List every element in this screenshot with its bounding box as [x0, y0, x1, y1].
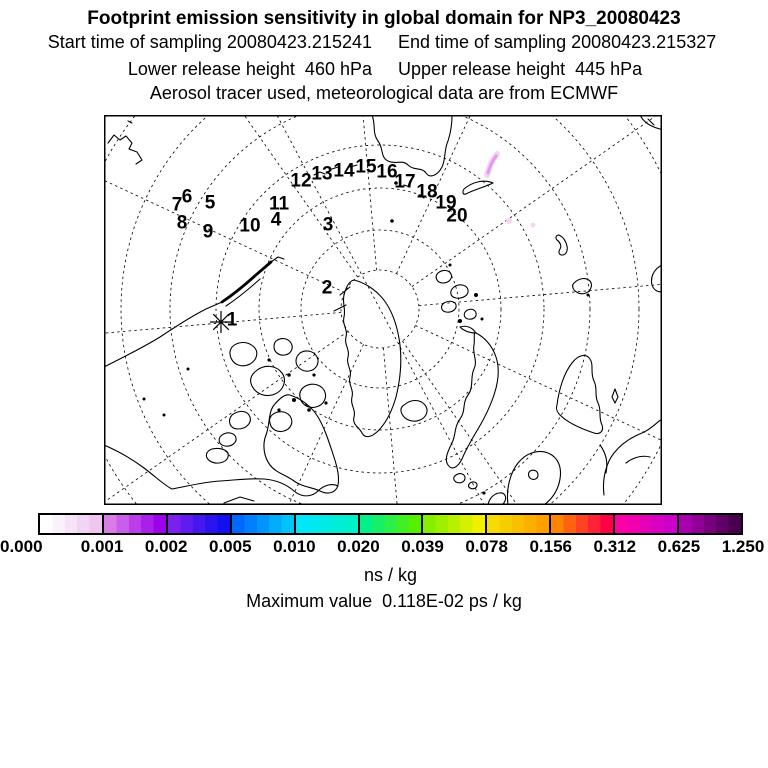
islet-speck: [267, 358, 270, 361]
release-heights-line: [0, 59, 768, 79]
island-archipelago-2: [251, 366, 285, 395]
colorbar-tick-0.020: 0.020: [337, 537, 380, 556]
island-arc: [463, 181, 493, 194]
trajectory-point-label-8: 8: [176, 212, 188, 234]
coastline-beaufort: [104, 302, 222, 367]
islet-speck: [482, 491, 485, 494]
trajectory-point-label-6: 6: [181, 186, 193, 208]
island-archipelago-5: [300, 384, 326, 407]
start-time-text: Start time of sampling 20080423.215241: [47, 32, 372, 52]
coastline-ridge-tail: [226, 257, 284, 306]
sampling-times-line: [0, 32, 768, 52]
island-nz-tip: [460, 326, 476, 333]
colorbar-tick-0.078: 0.078: [465, 537, 508, 556]
meridian-line: [104, 127, 345, 292]
colorbar-segment-0.039-0.078: [423, 515, 487, 533]
islet-speck: [187, 368, 190, 371]
colorbar-tick-0.039: 0.039: [401, 537, 444, 556]
colorbar-segment-0.156-0.312: [551, 515, 615, 533]
colorbar-tick-0.156: 0.156: [529, 537, 572, 556]
islet-south-1: [454, 474, 465, 483]
islet-speck: [474, 293, 478, 297]
tracer-info-text: Aerosol tracer used, meteorological data are from ECMWF: [149, 83, 619, 103]
colorbar-tick-0.312: 0.312: [593, 537, 637, 556]
island-baffin: [264, 395, 339, 493]
trajectory-point-label-13: 13: [311, 163, 333, 185]
plume-faint-dot: [506, 218, 512, 224]
max-value-label: Maximum value 0.118E-02 ps / kg: [246, 591, 522, 611]
island-cluster-2: [451, 285, 468, 298]
meridian-line: [402, 341, 626, 505]
colorbar-segment-0.005-0.010: [232, 515, 296, 533]
trajectory-point-label-7: 7: [171, 194, 183, 216]
trajectory-layer: [172, 157, 468, 334]
sensitivity-plume: [487, 154, 536, 228]
trajectory-point-label-19: 19: [435, 192, 457, 214]
island-archipelago-6: [270, 412, 292, 432]
island-uk-fragment: [488, 493, 506, 505]
island-belcher-3: [206, 448, 228, 463]
trajectory-point-label-4: 4: [270, 209, 282, 231]
colorbar-segment-0.312-0.625: [615, 515, 679, 533]
islet-speck: [312, 373, 315, 376]
trajectory-point-label-11: 11: [268, 193, 290, 215]
trajectory-point-label-17: 17: [394, 171, 416, 193]
islet-speck: [458, 319, 462, 323]
trajectory-point-label-16: 16: [376, 161, 398, 183]
colorbar-segment-0.010-0.020: [296, 515, 360, 533]
coastline-ridge: [222, 262, 271, 302]
colorbar-segment-0.020-0.039: [360, 515, 424, 533]
colorbar-tick-1.250: 1.250: [721, 537, 765, 556]
coastline-russia-kola: [603, 419, 662, 495]
islet-speck: [287, 373, 291, 377]
coastline-sweden: [507, 451, 560, 505]
colorbar-tick-0.002: 0.002: [144, 537, 188, 556]
islet-speck: [587, 294, 590, 297]
trajectory-point-label-9: 9: [202, 221, 214, 243]
island-cluster-1: [436, 270, 451, 283]
colorbar-tick-0.001: 0.001: [80, 537, 124, 556]
coastline-top-right: [640, 115, 662, 130]
islet-gotland: [612, 389, 618, 403]
islet-speck: [143, 398, 146, 401]
trajectory-point-label-20: 20: [446, 205, 468, 227]
trajectory-point-label-2: 2: [321, 277, 333, 299]
colorbar-segment-0.000-0.001: [40, 515, 104, 533]
end-time-text: End time of sampling 20080423.215327: [398, 32, 717, 52]
units-label: ns / kg: [363, 565, 418, 585]
upper-release-text: Upper release height 445 hPa: [398, 59, 643, 79]
colorbar-tick-0.010: 0.010: [273, 537, 316, 556]
islet-speck: [481, 318, 484, 321]
coastline-bottom-fragment: [224, 497, 254, 503]
meridian-line: [104, 309, 341, 346]
colorbar-segment-0.625-1.250: [679, 515, 741, 533]
trajectory-point-label-5: 5: [204, 192, 216, 214]
island-archipelago-3: [274, 339, 292, 356]
island-belcher-1: [230, 411, 251, 429]
colorbar-tick-0.000: 0.000: [0, 537, 43, 556]
islet-speck: [292, 398, 296, 402]
trajectory-point-label-1: 1: [226, 309, 238, 331]
trajectory-point-label-18: 18: [416, 181, 438, 203]
colorbar-tick-labels: [0, 537, 768, 555]
figure-title: Footprint emission sensitivity in global domain for NP3_20080423: [87, 8, 681, 29]
islet-speck: [307, 408, 311, 412]
trajectory-point-label-15: 15: [355, 156, 377, 178]
islet-speck: [277, 408, 280, 411]
trajectory-point-label-10: 10: [239, 215, 261, 237]
islet-speck: [163, 414, 166, 417]
polar-map: [104, 115, 662, 505]
coastline-canada-mainland: [104, 445, 338, 496]
island-cluster-4: [464, 309, 476, 319]
meridian-line: [419, 272, 662, 306]
island-archipelago-1: [230, 343, 257, 366]
trajectory-point-label-12: 12: [290, 170, 312, 192]
island-archipelago-4: [296, 351, 318, 371]
coastline-norway: [556, 356, 602, 434]
colorbar-segment-0.078-0.156: [487, 515, 551, 533]
islet-speck: [324, 401, 327, 404]
meridian-line: [104, 331, 348, 505]
colorbar-tick-0.625: 0.625: [657, 537, 701, 556]
coastline-upper-left: [108, 135, 142, 164]
island-belcher-2: [219, 433, 236, 446]
island-hook: [556, 235, 567, 255]
map-canvas: [104, 115, 662, 505]
islet-speck: [449, 264, 452, 267]
island-iceland: [401, 401, 427, 422]
coastline-right-edge: [651, 265, 662, 292]
colorbar: [38, 513, 743, 535]
coastline-speck: [128, 121, 132, 123]
islet-speck: [390, 219, 394, 223]
lake-vanern: [529, 470, 539, 479]
lower-release-text: Lower release height 460 hPa: [127, 59, 372, 79]
island-greenland: [343, 280, 400, 437]
colorbar-segment-0.001-0.002: [104, 515, 168, 533]
trajectory-point-label-14: 14: [333, 160, 355, 182]
plume-faint-dot: [531, 223, 536, 228]
trajectory-point-label-3: 3: [322, 214, 334, 236]
colorbar-segment-0.002-0.005: [168, 515, 232, 533]
colorbar-tick-0.005: 0.005: [208, 537, 252, 556]
